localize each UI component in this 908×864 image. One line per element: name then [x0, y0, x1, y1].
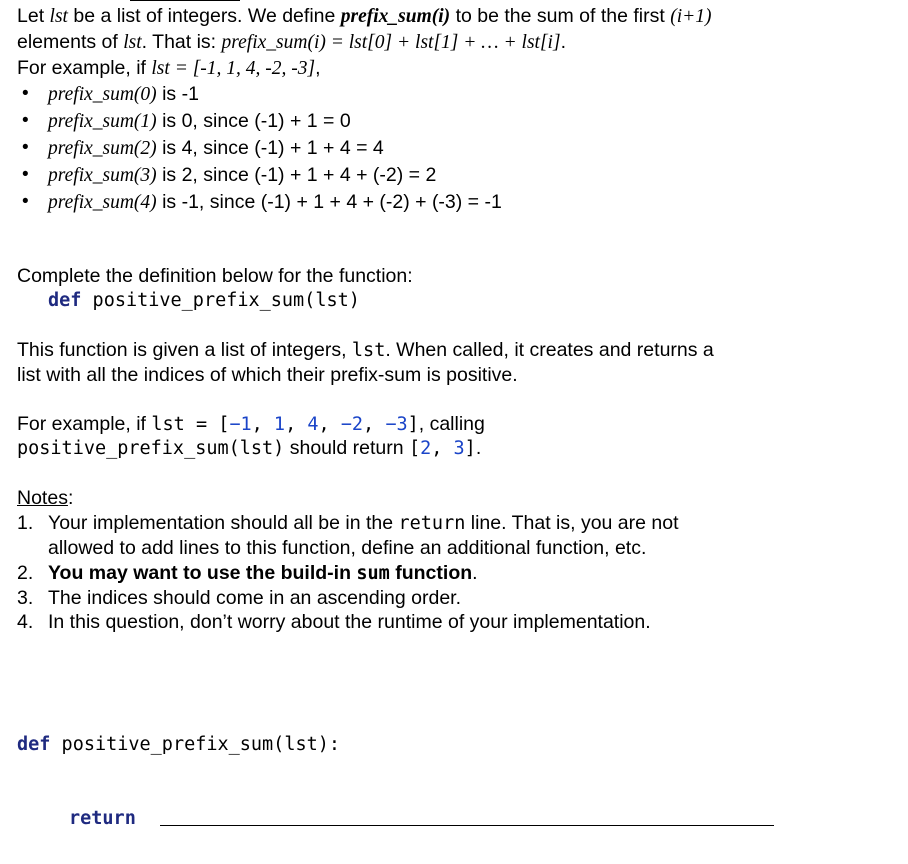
description-line-2: list with all the indices of which their prefix-sum is positive. [17, 364, 518, 386]
code-def-line: def positive_prefix_sum(lst): [17, 734, 341, 755]
notes-title: Notes: [17, 487, 74, 509]
intro-line-2: elements of lst. That is: prefix_sum(i) = lst[0] + lst[1] + … + lst[i]. [17, 31, 566, 53]
bullet-icon: • [22, 110, 29, 131]
note-item-4: 4. In this question, don’t worry about the runtime of your implementation. [17, 611, 651, 633]
top-rule [130, 0, 240, 1]
note-item-1-continued: allowed to add lines to this function, define an additional function, etc. [48, 537, 647, 559]
bullet-icon: • [22, 137, 29, 158]
code-return-keyword: return [69, 808, 136, 829]
task-prompt: Complete the definition below for the function: [17, 265, 413, 287]
example-line-1: For example, if lst = [−1, 1, 4, −2, −3], calling [17, 413, 485, 435]
answer-blank-line[interactable] [160, 825, 774, 826]
note-item-2: 2. You may want to use the build-in sum function. [17, 562, 478, 584]
note-item-3: 3. The indices should come in an ascending order. [17, 587, 462, 609]
description-line-1: This function is given a list of integers, lst. When called, it creates and returns a [17, 339, 714, 361]
example-line-2: positive_prefix_sum(lst) should return [2, 3]. [17, 437, 482, 459]
bullet-icon: • [22, 83, 29, 104]
bullet-icon: • [22, 164, 29, 185]
function-signature: def positive_prefix_sum(lst) [48, 290, 360, 311]
note-item-1: 1. Your implementation should all be in the return line. That is, you are not [17, 512, 679, 534]
bullet-icon: • [22, 191, 29, 212]
intro-line-3: For example, if lst = [-1, 1, 4, -2, -3], [17, 57, 321, 79]
intro-line-1: Let lst be a list of integers. We define prefix_sum(i) to be the sum of the first (i+1) [17, 5, 712, 27]
